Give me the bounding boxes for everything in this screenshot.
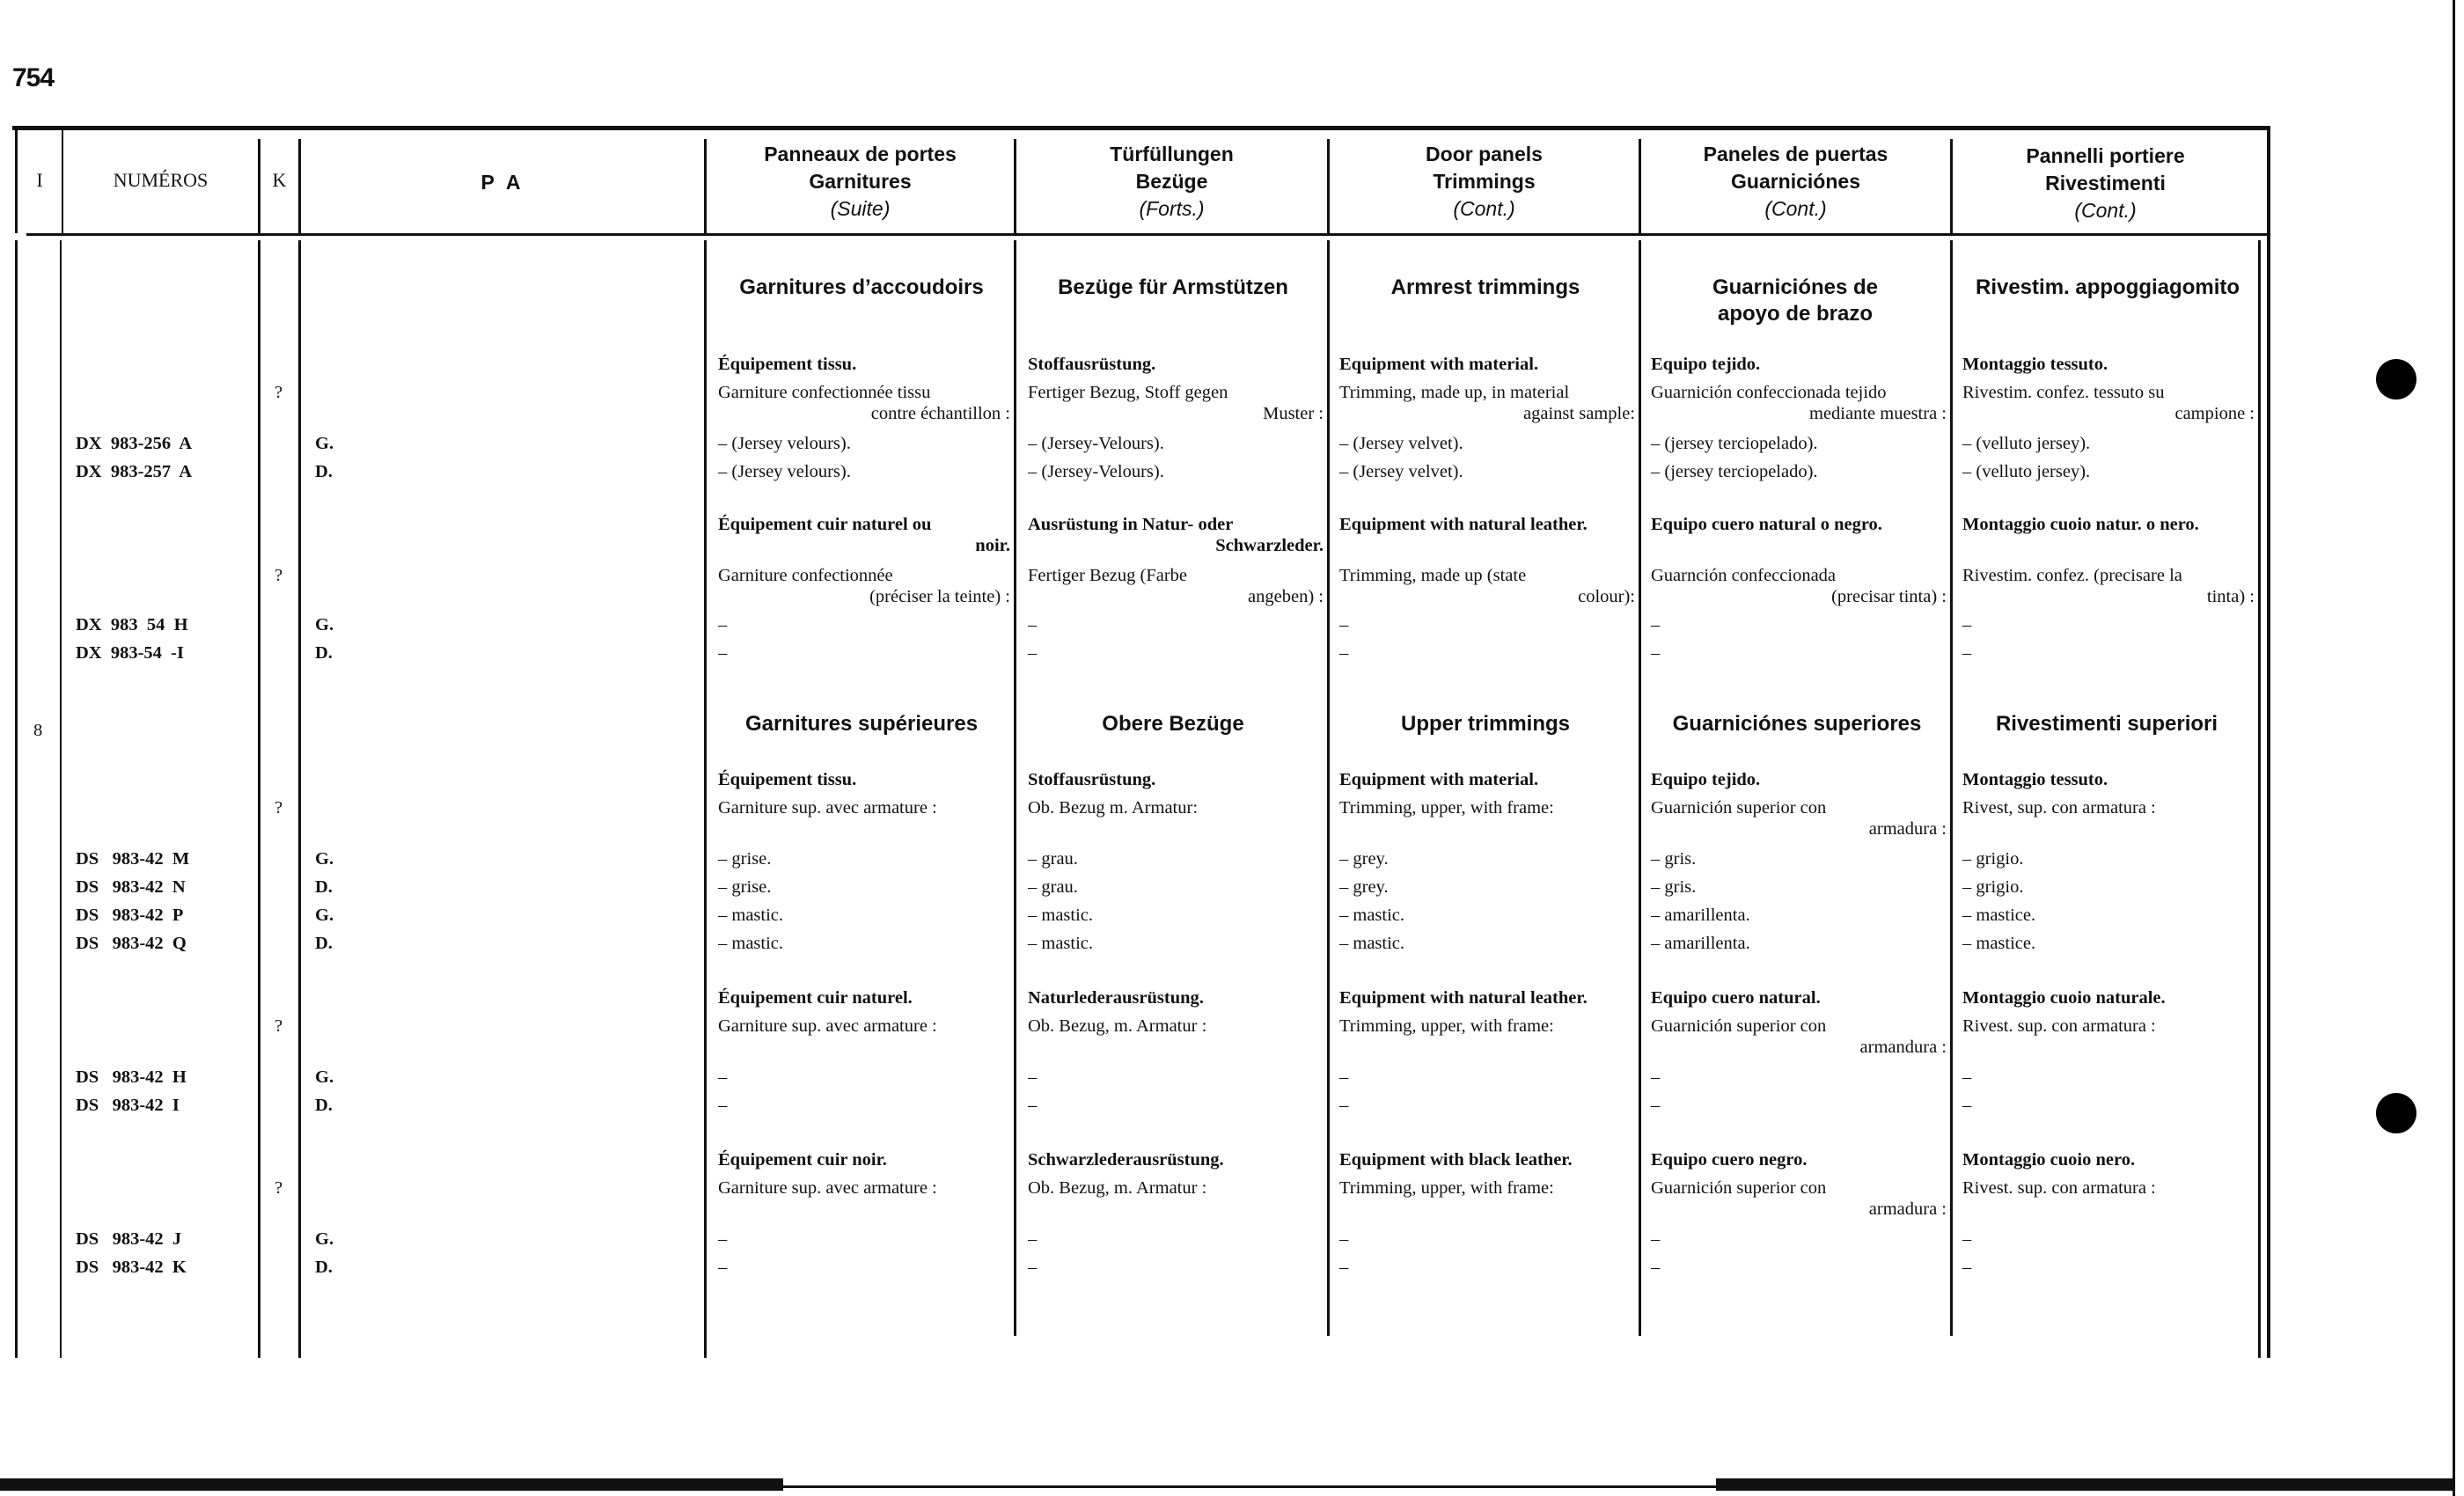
b3-desc-a-it: Rivest, sup. con armatura : <box>1962 798 2156 818</box>
b3-title-it: Montaggio tessuto. <box>1962 770 2108 789</box>
header-col-en <box>1330 141 1639 223</box>
header-it-line2: Rivestimenti <box>2045 172 2166 194</box>
b1-desc-b-it: campione : <box>2174 404 2255 423</box>
header-fr-line3: (Suite) <box>830 197 891 220</box>
b1-desc-a-fr: Garniture confectionnée tissu <box>718 383 931 402</box>
dash: – <box>1962 1229 1972 1249</box>
section-armrest-en: Armrest trimmings <box>1390 275 1580 299</box>
k-mark-1: ? <box>275 383 283 402</box>
b3-desc-a-es: Guarnición superior con <box>1651 798 1827 818</box>
b5-title-en: Equipment with black leather. <box>1339 1150 1573 1170</box>
body-vline-2 <box>60 240 62 1358</box>
b1-desc-a-en: Trimming, made up, in material <box>1339 383 1570 402</box>
header-en-line2: Trimmings <box>1433 170 1536 193</box>
b3-row4-fr: – mastic. <box>718 934 784 953</box>
b5-title-de: Schwarzlederausrüstung. <box>1028 1150 1224 1170</box>
b1-row1-de: – (Jersey-Velours). <box>1028 434 1164 453</box>
part-number-6: DS 983-42 N <box>76 877 186 897</box>
b5-desc-a-de: Ob. Bezug, m. Armatur : <box>1028 1178 1207 1198</box>
k-mark-3: ? <box>275 798 283 818</box>
part-pa-1: G. <box>315 434 334 453</box>
dash: – <box>1339 643 1349 663</box>
b1-row1-it: – (velluto jersey). <box>1962 434 2091 453</box>
header-en-line3: (Cont.) <box>1453 197 1515 220</box>
group-i-value: 8 <box>33 721 43 740</box>
b1-desc-a-it: Rivestim. confez. tessuto su <box>1962 383 2165 402</box>
dash: – <box>1962 1258 1972 1277</box>
b2-title-a-en: Equipment with natural leather. <box>1339 515 1588 534</box>
header-fr-line2: Garnitures <box>809 170 912 193</box>
part-pa-11: G. <box>315 1229 334 1249</box>
b1-title-es: Equipo tejido. <box>1651 355 1761 374</box>
header-de-line1: Türfüllungen <box>1110 143 1234 165</box>
b3-desc-b-es: armadura : <box>1868 819 1947 839</box>
body-vline-5 <box>704 240 707 1358</box>
b4-title-en: Equipment with natural leather. <box>1339 988 1588 1008</box>
b1-row1-en: – (Jersey velvet). <box>1339 434 1463 453</box>
header-col-es <box>1641 141 1950 223</box>
b1-title-fr: Équipement tissu. <box>718 355 857 374</box>
b3-title-es: Equipo tejido. <box>1651 770 1761 789</box>
punch-hole-bottom <box>2376 1093 2416 1133</box>
b1-title-en: Equipment with material. <box>1339 355 1539 374</box>
part-number-2: DX 983-257 A <box>76 462 193 481</box>
header-de-line2: Bezüge <box>1135 170 1208 193</box>
b2-desc-a-de: Fertiger Bezug (Farbe <box>1028 566 1188 585</box>
page-number: 754 <box>12 63 55 92</box>
section-armrest-de: Bezüge für Armstützen <box>1058 275 1288 299</box>
b1-desc-a-es: Guarnición confeccionada tejido <box>1651 383 1887 402</box>
b3-row3-it: – mastice. <box>1962 906 2036 925</box>
b2-desc-a-fr: Garniture confectionnée <box>718 566 893 585</box>
right-outer-rule <box>2267 126 2270 1358</box>
dash: – <box>1651 615 1661 634</box>
b1-title-de: Stoffausrüstung. <box>1028 355 1156 374</box>
bottom-rule-left <box>0 1478 783 1491</box>
dash: – <box>1962 1067 1972 1087</box>
b1-desc-b-en: against sample: <box>1523 404 1635 423</box>
section-armrest-fr: Garnitures d’accoudoirs <box>739 275 984 299</box>
section-upper-it: Rivestimenti superiori <box>1995 712 2218 736</box>
b1-row1-es: – (jersey terciopelado). <box>1651 434 1818 453</box>
b4-desc-a-es: Guarnición superior con <box>1651 1016 1827 1036</box>
part-number-3: DX 983 54 H <box>76 615 188 634</box>
section-upper-de: Obere Bezüge <box>1102 712 1244 736</box>
b3-row4-es: – amarillenta. <box>1651 934 1750 953</box>
b1-desc-b-es: mediante muestra : <box>1809 404 1947 423</box>
b3-row3-en: – mastic. <box>1339 906 1405 925</box>
b3-title-en: Equipment with material. <box>1339 770 1539 789</box>
part-pa-8: D. <box>315 934 333 953</box>
b3-row1-it: – grigio. <box>1962 849 2024 869</box>
body-vline-6 <box>1014 240 1016 1336</box>
b2-title-b-de: Schwarzleder. <box>1215 536 1324 555</box>
b3-row3-es: – amarillenta. <box>1651 906 1750 925</box>
b2-desc-b-es: (precisar tinta) : <box>1831 587 1947 606</box>
section-upper-en: Upper trimmings <box>1400 712 1571 736</box>
part-number-8: DS 983-42 Q <box>76 934 187 953</box>
punch-hole-top <box>2376 359 2416 400</box>
b3-row2-it: – grigio. <box>1962 877 2024 897</box>
header-col-it <box>1953 143 2258 224</box>
b2-desc-a-en: Trimming, made up (state <box>1339 566 1527 585</box>
header-col-fr <box>707 141 1014 223</box>
dash: – <box>718 615 728 634</box>
header-es-line1: Paneles de puertas <box>1703 143 1888 165</box>
b4-title-fr: Équipement cuir naturel. <box>718 988 913 1008</box>
part-pa-7: G. <box>315 906 334 925</box>
dash: – <box>1962 1096 1972 1115</box>
dash: – <box>1651 1258 1661 1277</box>
dash: – <box>718 1096 728 1115</box>
dash: – <box>1028 1067 1038 1087</box>
b4-title-de: Naturlederausrüstung. <box>1028 988 1204 1008</box>
body-vline-10 <box>2258 240 2261 1358</box>
b3-row1-es: – gris. <box>1651 849 1697 869</box>
b5-desc-a-it: Rivest. sup. con armatura : <box>1962 1178 2156 1198</box>
part-number-4: DX 983-54 -I <box>76 643 184 663</box>
dash: – <box>1339 1096 1349 1115</box>
bottom-rule-right <box>1716 1478 2455 1491</box>
part-number-5: DS 983-42 M <box>76 849 190 869</box>
b3-row3-fr: – mastic. <box>718 906 784 925</box>
header-col-k: K <box>272 169 287 191</box>
dash: – <box>1651 643 1661 663</box>
body-vline-3 <box>258 240 260 1358</box>
top-rule <box>12 126 2270 130</box>
b1-row2-fr: – (Jersey velours). <box>718 462 851 481</box>
section-upper-fr: Garnitures supérieures <box>744 712 979 736</box>
b2-title-b-fr: noir. <box>975 536 1010 555</box>
header-col-numeros: NUMÉROS <box>113 169 209 191</box>
part-pa-9: G. <box>315 1067 334 1087</box>
b3-row2-en: – grey. <box>1339 877 1389 897</box>
section-upper-es: Guarniciónes superiores <box>1672 712 1922 736</box>
b2-title-a-es: Equipo cuero natural o negro. <box>1651 515 1882 534</box>
dash: – <box>1651 1229 1661 1249</box>
b3-row2-fr: – grise. <box>718 877 772 897</box>
b3-row1-de: – grau. <box>1028 849 1078 869</box>
k-mark-2: ? <box>275 566 283 585</box>
dash: – <box>1028 1096 1038 1115</box>
dash: – <box>1651 1096 1661 1115</box>
dash: – <box>1962 643 1972 663</box>
section-armrest-es: Guarniciónes de apoyo de brazo <box>1712 275 1879 326</box>
b3-title-fr: Équipement tissu. <box>718 770 857 789</box>
body-vline-7 <box>1327 240 1330 1336</box>
b3-desc-a-de: Ob. Bezug m. Armatur: <box>1028 798 1199 818</box>
b2-title-a-de: Ausrüstung in Natur- oder <box>1028 515 1234 534</box>
b5-desc-a-fr: Garniture sup. avec armature : <box>718 1178 937 1198</box>
b2-desc-a-es: Guarnción confeccionada <box>1651 566 1837 585</box>
page-right-rule <box>2453 0 2455 1496</box>
header-col-pa: P A <box>480 171 524 194</box>
part-pa-2: D. <box>315 462 333 481</box>
b1-desc-a-de: Fertiger Bezug, Stoff gegen <box>1028 383 1228 402</box>
part-number-12: DS 983-42 K <box>76 1258 187 1277</box>
b3-row2-de: – grau. <box>1028 877 1078 897</box>
b3-row1-fr: – grise. <box>718 849 772 869</box>
b2-desc-b-en: colour): <box>1578 587 1635 606</box>
part-pa-3: G. <box>315 615 334 634</box>
b1-row2-es: – (jersey terciopelado). <box>1651 462 1818 481</box>
dash: – <box>1028 1229 1038 1249</box>
b3-desc-a-en: Trimming, upper, with frame: <box>1339 798 1554 818</box>
dash: – <box>1028 1258 1038 1277</box>
b5-desc-a-en: Trimming, upper, with frame: <box>1339 1178 1554 1198</box>
b5-desc-a-es: Guarnición superior con <box>1651 1178 1827 1198</box>
part-number-7: DS 983-42 P <box>76 906 184 925</box>
b3-desc-a-fr: Garniture sup. avec armature : <box>718 798 937 818</box>
part-pa-10: D. <box>315 1096 333 1115</box>
b3-row3-de: – mastic. <box>1028 906 1094 925</box>
b4-desc-a-fr: Garniture sup. avec armature : <box>718 1016 937 1036</box>
b5-title-fr: Équipement cuir noir. <box>718 1150 887 1170</box>
dash: – <box>1028 615 1038 634</box>
k-mark-4: ? <box>275 1016 283 1036</box>
body-vline-4 <box>298 240 301 1358</box>
b2-desc-b-it: tinta) : <box>2206 587 2255 606</box>
header-it-line3: (Cont.) <box>2074 199 2137 222</box>
b5-title-it: Montaggio cuoio nero. <box>1962 1150 2136 1170</box>
b4-desc-a-en: Trimming, upper, with frame: <box>1339 1016 1554 1036</box>
part-pa-5: G. <box>315 849 334 869</box>
k-mark-5: ? <box>275 1178 283 1198</box>
b3-row2-es: – gris. <box>1651 877 1697 897</box>
b4-desc-a-it: Rivest. sup. con armatura : <box>1962 1016 2156 1036</box>
header-es-line3: (Cont.) <box>1764 197 1827 220</box>
b2-title-a-fr: Équipement cuir naturel ou <box>718 515 932 534</box>
b3-title-de: Stoffausrüstung. <box>1028 770 1156 789</box>
body-vline-1 <box>15 240 18 1358</box>
body-vline-8 <box>1639 240 1641 1336</box>
b1-desc-b-de: Muster : <box>1263 404 1324 423</box>
b1-row2-it: – (velluto jersey). <box>1962 462 2091 481</box>
b1-row2-de: – (Jersey-Velours). <box>1028 462 1164 481</box>
dash: – <box>1339 615 1349 634</box>
part-number-1: DX 983-256 A <box>76 434 193 453</box>
dash: – <box>1962 615 1972 634</box>
b1-desc-b-fr: contre échantillon : <box>870 404 1010 423</box>
dash: – <box>718 643 728 663</box>
b4-title-es: Equipo cuero natural. <box>1651 988 1821 1008</box>
part-number-9: DS 983-42 H <box>76 1067 187 1087</box>
bottom-rule-mid <box>783 1485 1716 1488</box>
b2-desc-b-fr: (préciser la teinte) : <box>869 587 1010 606</box>
dash: – <box>718 1258 728 1277</box>
part-pa-12: D. <box>315 1258 333 1277</box>
b3-row4-en: – mastic. <box>1339 934 1405 953</box>
header-rule <box>26 233 2270 236</box>
part-number-10: DS 983-42 I <box>76 1096 180 1115</box>
b4-title-it: Montaggio cuoio naturale. <box>1962 988 2166 1008</box>
b1-title-it: Montaggio tessuto. <box>1962 355 2108 374</box>
b3-row4-it: – mastice. <box>1962 934 2036 953</box>
b3-row1-en: – grey. <box>1339 849 1389 869</box>
dash: – <box>1339 1258 1349 1277</box>
header-en-line1: Door panels <box>1426 143 1543 165</box>
header-col-de <box>1016 141 1327 223</box>
part-number-11: DS 983-42 J <box>76 1229 182 1249</box>
b5-desc-b-es: armadura : <box>1868 1199 1947 1219</box>
b4-desc-a-de: Ob. Bezug, m. Armatur : <box>1028 1016 1207 1036</box>
b3-row4-de: – mastic. <box>1028 934 1094 953</box>
b4-desc-b-es: armandura : <box>1859 1038 1947 1057</box>
b2-desc-a-it: Rivestim. confez. (precisare la <box>1962 566 2182 585</box>
b2-title-a-it: Montaggio cuoio natur. o nero. <box>1962 515 2199 534</box>
dash: – <box>718 1229 728 1249</box>
b2-desc-b-de: angeben) : <box>1248 587 1324 606</box>
part-pa-6: D. <box>315 877 333 897</box>
part-pa-4: D. <box>315 643 333 663</box>
header-es-line2: Guarniciónes <box>1731 170 1860 193</box>
header-col-i: I <box>36 169 43 191</box>
dash: – <box>1028 643 1038 663</box>
b1-row1-fr: – (Jersey velours). <box>718 434 851 453</box>
section-armrest-it: Rivestim. appoggiagomito <box>1975 275 2240 299</box>
b1-row2-en: – (Jersey velvet). <box>1339 462 1463 481</box>
dash: – <box>1651 1067 1661 1087</box>
header-fr-line1: Panneaux de portes <box>764 143 957 165</box>
dash: – <box>1339 1229 1349 1249</box>
header-de-line3: (Forts.) <box>1139 197 1205 220</box>
header-it-line1: Pannelli portiere <box>2026 144 2185 167</box>
dash: – <box>1339 1067 1349 1087</box>
b5-title-es: Equipo cuero negro. <box>1651 1150 1808 1170</box>
body-vline-9 <box>1950 240 1953 1336</box>
dash: – <box>718 1067 728 1087</box>
